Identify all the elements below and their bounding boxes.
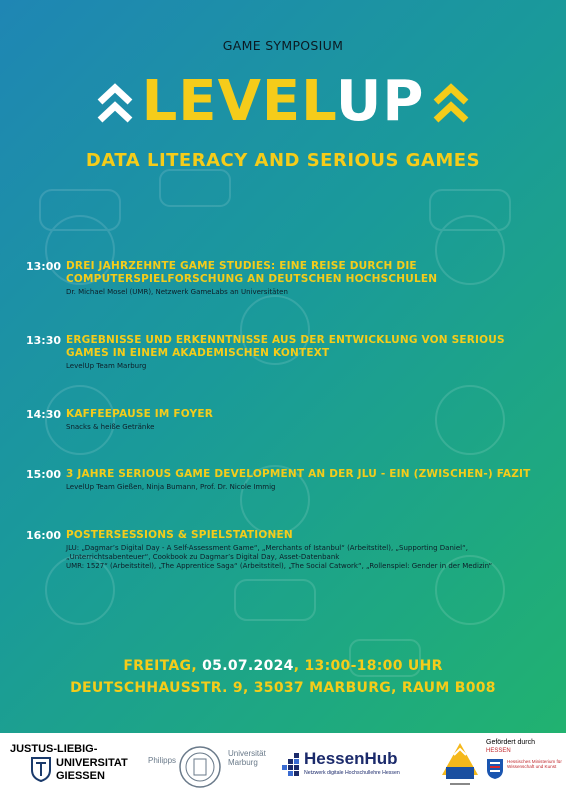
jlu-line2: UNIVERSITAT: [56, 757, 128, 769]
program-title-text: 3 JAHRE SERIOUS GAME DEVELOPMENT AN DER JLU - EIN (ZWISCHEN-) FAZIT: [66, 468, 531, 480]
ministry-label: Hessisches Ministerium für Wissenschaft und Kunst: [507, 759, 562, 770]
program-details: JLU: „Dagmar’s Digital Day - A Self-Assessment Game“, „Merchants of Istanbul“ (Arbeitstitel), „Supporting Daniel“, „Unterrichtsabenteuer“, Cookbook zu Dagmar’s Digital Day, Asset-Datenbank: [66, 544, 468, 561]
date-time: 13:00-18:00 UHR: [304, 658, 443, 674]
program-time: 13:30: [26, 334, 62, 347]
hessenhub-title: HessenHub: [304, 749, 398, 768]
program-details: Dr. Michael Mosel (UMR), Netzwerk GameLabs an Universitäten: [66, 288, 288, 296]
program-time: 14:30: [26, 408, 62, 421]
hessenhub-subtitle: Netzwerk digitale Hochschullehre Hessen: [304, 770, 400, 776]
program-title: [66, 334, 536, 371]
event-date: [0, 658, 566, 674]
program-title: [66, 468, 536, 492]
program-title: [66, 529, 536, 571]
program-title: [66, 408, 536, 432]
program-title-text: ERGEBNISSE UND ERKENNTNISSE AUS DER ENTWICKLUNG VON SERIOUS GAMES IN EINEM AKADEMISCHEN KONTEXT: [66, 334, 505, 359]
program-time: 13:00: [26, 260, 62, 273]
sponsor-footer: [0, 733, 566, 800]
program-details: Snacks & heiße Getränke: [66, 423, 155, 431]
jlu-logo: [10, 743, 138, 793]
date-separator: ,: [293, 658, 305, 674]
logo-up-text: UP: [335, 69, 425, 134]
program-time: 15:00: [26, 468, 62, 481]
logo-level-text: LEVEL: [141, 69, 336, 134]
program-details: LevelUp Team Gießen, Ninja Bumann, Prof. Dr. Nicole Immig: [66, 483, 276, 491]
pixel-mark-icon: [282, 753, 304, 777]
marburg-logo: [148, 745, 266, 791]
program-title-text: DREI JAHRZEHNTE GAME STUDIES: EINE REISE DURCH DIE COMPUTERSPIELFORSCHUNG AN DEUTSCHEN HOCHSCHULEN: [66, 260, 438, 285]
levelup-small-logo-icon: [440, 741, 480, 793]
program-title: [66, 260, 536, 297]
date-value: 05.07.2024: [202, 658, 294, 674]
marburg-left-text: Philipps: [148, 756, 177, 765]
levelup-logo: [0, 70, 566, 134]
event-type: GAME SYMPOSIUM: [222, 38, 344, 53]
program-details: LevelUp Team Marburg: [66, 362, 147, 370]
marburg-right-line2: Marburg: [228, 758, 258, 767]
program-title-text: POSTERSESSIONS & SPIELSTATIONEN: [66, 529, 293, 541]
logo-wordmark: [141, 69, 425, 134]
program-title-text: KAFFEEPAUSE IM FOYER: [66, 408, 214, 420]
university-seal-icon: [178, 745, 222, 789]
hessen-label: HESSEN: [486, 748, 511, 754]
marburg-right-text: [228, 749, 266, 767]
double-chevron-up-icon: [432, 78, 470, 126]
program-time: 16:00: [26, 529, 62, 542]
jlu-line3: GIESSEN: [56, 770, 105, 782]
jlu-seal-icon: [30, 756, 52, 782]
jlu-line1: JUSTUS-LIEBIG-: [10, 743, 98, 755]
double-chevron-up-icon: [96, 78, 134, 126]
hessen-funding: [486, 739, 562, 797]
hessenhub-logo: [282, 747, 432, 787]
event-address: DEUTSCHHAUSSTR. 9, 35037 MARBURG, RAUM B008: [70, 680, 496, 696]
marburg-right-line1: Universität: [228, 749, 266, 758]
funded-by-label: Gefördert durch: [486, 739, 536, 746]
date-prefix: FREITAG,: [123, 658, 203, 674]
program-details: UMR: 1527“ (Arbeitstitel), „The Apprentice Saga“ (Arbeitstitel), „The Social Catwork“, „Rollenspiel: Gender in der Medizin“: [66, 562, 493, 570]
hessen-lion-shield-icon: [486, 758, 504, 780]
tagline: DATA LITERACY AND SERIOUS GAMES: [85, 150, 481, 171]
